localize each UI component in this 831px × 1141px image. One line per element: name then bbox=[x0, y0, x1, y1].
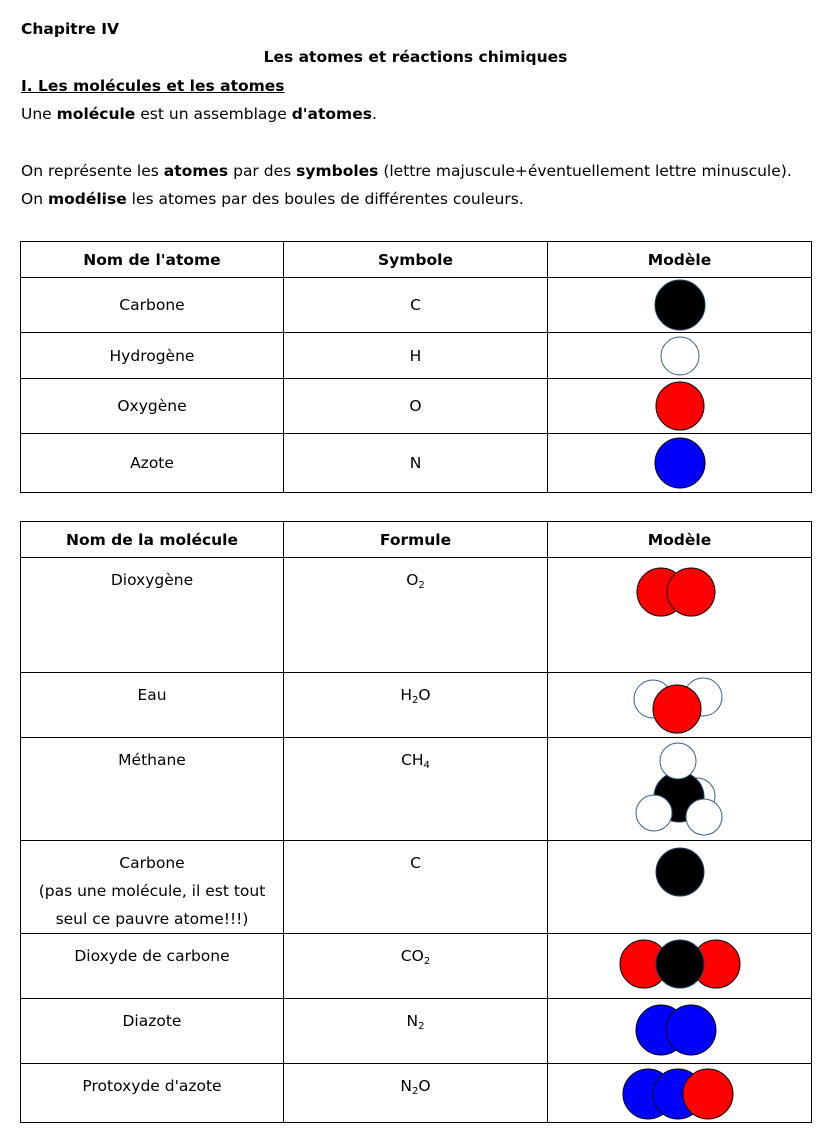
atoms-table bbox=[20, 241, 812, 493]
molecule-name-line: seul ce pauvre atome!!!) bbox=[55, 910, 249, 928]
formula-text: CO bbox=[400, 947, 424, 965]
atom-model-drawing bbox=[654, 380, 706, 432]
atom-symbol: N bbox=[284, 434, 548, 493]
atom-model-drawing bbox=[653, 436, 707, 490]
intro-paragraph-3 bbox=[21, 189, 524, 209]
text-run: par des bbox=[228, 162, 297, 180]
molecule-formula bbox=[284, 934, 548, 999]
atom-model bbox=[548, 333, 812, 379]
atom-row bbox=[21, 333, 812, 379]
hydrogen-atom-ball bbox=[686, 799, 722, 835]
molecules-table-header bbox=[21, 522, 812, 558]
atoms-header-symbol: Symbole bbox=[284, 242, 548, 278]
molecule-model bbox=[548, 934, 812, 999]
molecule-model-drawing bbox=[630, 740, 730, 840]
hydrogen-atom-ball bbox=[636, 795, 672, 831]
atoms-header-model: Modèle bbox=[548, 242, 812, 278]
atom-model bbox=[548, 434, 812, 493]
molecule-row bbox=[21, 1064, 812, 1123]
molecule-model-drawing bbox=[635, 1002, 725, 1058]
molecule-name bbox=[21, 738, 284, 841]
molecule-model bbox=[548, 738, 812, 841]
molecule-name-line: Eau bbox=[137, 686, 167, 704]
molecules-header-formula: Formule bbox=[284, 522, 548, 558]
molecule-formula bbox=[284, 999, 548, 1064]
molecule-model-drawing bbox=[618, 936, 742, 992]
formula-text: N bbox=[406, 1012, 419, 1030]
text-run: On bbox=[21, 190, 48, 208]
atom-name: Oxygène bbox=[21, 379, 284, 434]
molecule-model bbox=[548, 558, 812, 673]
bold-term: symboles bbox=[296, 162, 379, 180]
atom-symbol: C bbox=[284, 278, 548, 333]
atom-model bbox=[548, 278, 812, 333]
molecule-name-line: Protoxyde d'azote bbox=[82, 1077, 222, 1095]
molecule-row bbox=[21, 673, 812, 738]
formula-subscript: 2 bbox=[412, 695, 419, 706]
oxygen-atom-ball bbox=[683, 1069, 733, 1119]
formula-text: CH bbox=[401, 751, 424, 769]
molecule-formula bbox=[284, 1064, 548, 1123]
molecule-formula bbox=[284, 673, 548, 738]
molecule-model-drawing bbox=[630, 675, 730, 735]
section-heading: I. Les molécules et les atomes bbox=[21, 77, 285, 95]
intro-paragraph-1 bbox=[21, 104, 377, 124]
molecule-row bbox=[21, 841, 812, 934]
molecule-model-drawing bbox=[635, 564, 725, 624]
atoms-table-header bbox=[21, 242, 812, 278]
molecule-formula bbox=[284, 558, 548, 673]
hydrogen-atom-ball bbox=[660, 743, 696, 779]
molecule-row bbox=[21, 558, 812, 673]
molecule-row bbox=[21, 999, 812, 1064]
page-title: Les atomes et réactions chimiques bbox=[263, 48, 568, 66]
nitrogen-atom-ball bbox=[655, 438, 705, 488]
molecule-name bbox=[21, 673, 284, 738]
atom-row bbox=[21, 434, 812, 493]
molecule-row bbox=[21, 934, 812, 999]
carbon-atom-ball bbox=[655, 280, 705, 330]
carbon-atom-ball bbox=[656, 940, 704, 988]
formula-text: N bbox=[400, 1077, 413, 1095]
molecule-name-line: Diazote bbox=[122, 1012, 182, 1030]
molecule-model bbox=[548, 1064, 812, 1123]
molecule-name bbox=[21, 558, 284, 673]
oxygen-atom-ball bbox=[653, 685, 701, 733]
formula-text: O bbox=[418, 1077, 431, 1095]
molecule-name-line: Dioxyde de carbone bbox=[74, 947, 230, 965]
molecules-header-name: Nom de la molécule bbox=[21, 522, 284, 558]
molecule-name-line: Méthane bbox=[118, 751, 186, 769]
atom-model bbox=[548, 379, 812, 434]
atom-name: Carbone bbox=[21, 278, 284, 333]
molecule-model bbox=[548, 673, 812, 738]
molecules-header-model: Modèle bbox=[548, 522, 812, 558]
chapter-label: Chapitre IV bbox=[21, 20, 120, 38]
bold-term: molécule bbox=[56, 105, 136, 123]
molecule-formula bbox=[284, 738, 548, 841]
text-run: . bbox=[371, 105, 377, 123]
formula-text: H bbox=[400, 686, 413, 704]
formula-subscript: 4 bbox=[423, 760, 430, 771]
text-run: On représente les bbox=[21, 162, 164, 180]
formula-subscript: 2 bbox=[418, 1021, 425, 1032]
bold-term: modélise bbox=[47, 190, 127, 208]
molecules-table bbox=[20, 521, 812, 1123]
text-run: Une bbox=[21, 105, 57, 123]
oxygen-atom-ball bbox=[667, 568, 715, 616]
hydrogen-atom-ball bbox=[661, 337, 699, 375]
atoms-header-name: Nom de l'atome bbox=[21, 242, 284, 278]
atom-symbol: O bbox=[284, 379, 548, 434]
formula-subscript: 2 bbox=[412, 1086, 419, 1097]
atom-model-drawing bbox=[659, 335, 701, 377]
intro-paragraph-2 bbox=[21, 161, 792, 181]
molecule-name-line: Carbone bbox=[119, 854, 185, 872]
text-run: (lettre majuscule+éventuellement lettre minuscule). bbox=[378, 162, 792, 180]
bold-term: d'atomes bbox=[291, 105, 372, 123]
formula-subscript: 2 bbox=[418, 580, 425, 591]
formula-text: C bbox=[410, 854, 421, 872]
carbon-atom-ball bbox=[656, 848, 704, 896]
molecule-name-line: (pas une molécule, il est tout bbox=[38, 882, 266, 900]
text-run: les atomes par des boules de différentes couleurs. bbox=[126, 190, 524, 208]
molecule-model-drawing bbox=[622, 1066, 738, 1122]
formula-subscript: 2 bbox=[423, 956, 431, 967]
text-run: est un assemblage bbox=[135, 105, 292, 123]
molecule-formula bbox=[284, 841, 548, 934]
atom-model-drawing bbox=[653, 278, 707, 332]
formula-text: O bbox=[418, 686, 431, 704]
bold-term: atomes bbox=[163, 162, 229, 180]
atom-name: Azote bbox=[21, 434, 284, 493]
atom-row bbox=[21, 278, 812, 333]
molecule-model-drawing bbox=[650, 844, 710, 904]
molecule-model bbox=[548, 841, 812, 934]
molecule-name bbox=[21, 841, 284, 934]
atom-name: Hydrogène bbox=[21, 333, 284, 379]
molecule-name-line: Dioxygène bbox=[110, 571, 194, 589]
nitrogen-atom-ball bbox=[666, 1005, 716, 1055]
molecule-name bbox=[21, 999, 284, 1064]
oxygen-atom-ball bbox=[656, 382, 704, 430]
atom-symbol: H bbox=[284, 333, 548, 379]
molecule-row bbox=[21, 738, 812, 841]
molecule-name bbox=[21, 934, 284, 999]
molecule-name bbox=[21, 1064, 284, 1123]
atom-row bbox=[21, 379, 812, 434]
formula-text: O bbox=[406, 571, 419, 589]
molecule-model bbox=[548, 999, 812, 1064]
